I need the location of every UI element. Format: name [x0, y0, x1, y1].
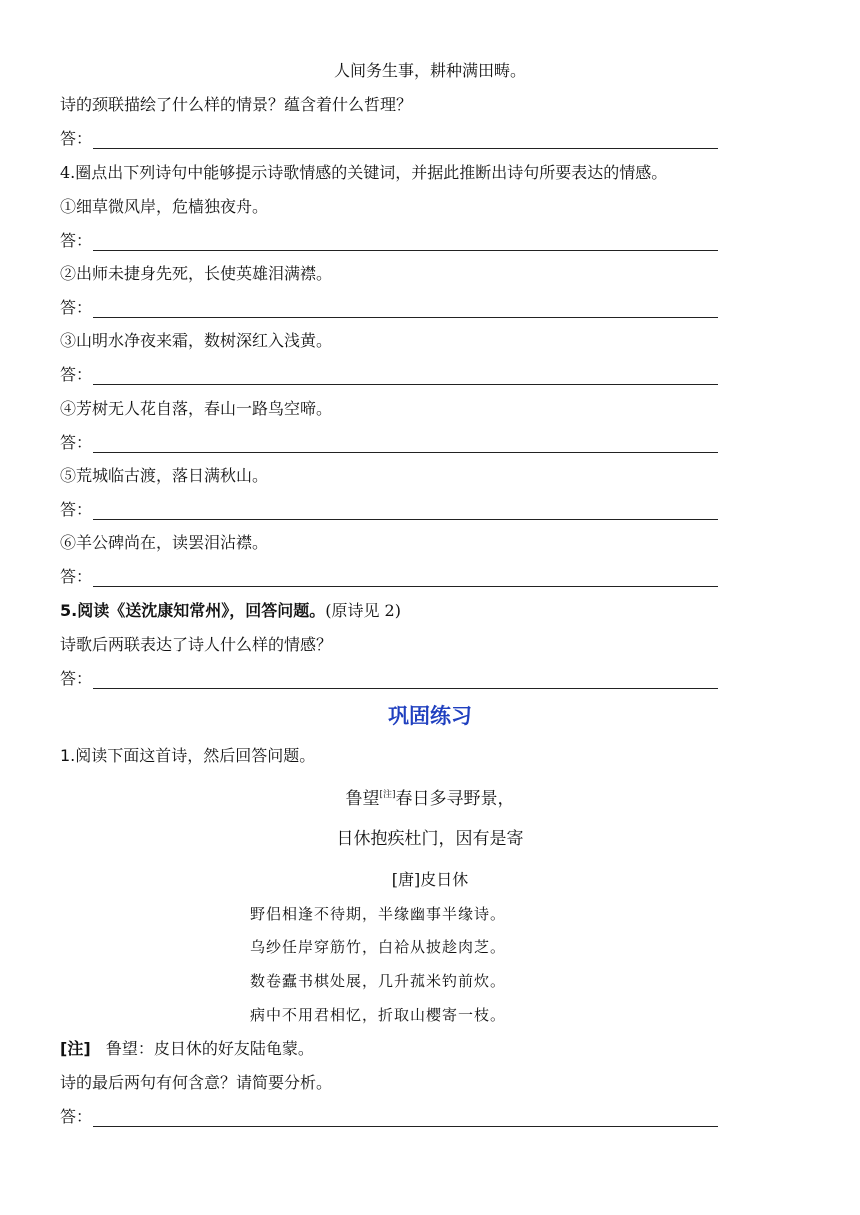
q4-item-3: ③山明水净夜来霜，数树深红入浅黄。 — [60, 331, 333, 350]
question-4-prompt: 4.圈点出下列诗句中能够提示诗歌情感的关键词，并据此推断出诗句所要表达的情感。 — [60, 163, 668, 182]
poem-line-top: 人间务生事，耕种满田畴。 — [333, 61, 526, 80]
answer-rule — [93, 1126, 718, 1127]
q4-item-1: ①细草微风岸，危樯独夜舟。 — [60, 197, 269, 216]
q5-prompt-note: (原诗见 2) — [325, 601, 401, 620]
poem-title-part1: 鲁望 — [345, 789, 380, 809]
answer-line[interactable] — [60, 231, 718, 253]
q4-item-4: ④芳树无人花自落，春山一路鸟空啼。 — [60, 399, 333, 418]
answer-rule — [93, 148, 718, 149]
answer-label: 答： — [60, 669, 93, 688]
q5-prompt-main: 5.阅读《送沈康知常州》，回答问题。 — [60, 601, 326, 620]
answer-rule — [93, 452, 718, 453]
answer-line[interactable] — [60, 669, 718, 691]
poem-line: 野侣相逢不待期，半缘幽事半缘诗。 — [250, 905, 507, 923]
poem-line: 乌纱任岸穿筋竹，白袷从披趁肉芝。 — [250, 938, 507, 956]
answer-label: 答： — [60, 365, 93, 384]
answer-line[interactable] — [60, 1107, 718, 1129]
answer-line[interactable] — [60, 129, 718, 151]
answer-rule — [93, 586, 718, 587]
q5-question: 诗歌后两联表达了诗人什么样的情感？ — [60, 635, 333, 654]
answer-rule — [93, 317, 718, 318]
answer-line[interactable] — [60, 567, 718, 589]
answer-label: 答： — [60, 1107, 93, 1126]
answer-label: 答： — [60, 567, 93, 586]
answer-label: 答： — [60, 231, 93, 250]
answer-label: 答： — [60, 298, 93, 317]
poem-title-line-2: 日休抱疾杜门，因有是寄 — [336, 829, 524, 849]
exercise-1-question: 诗的最后两句有何含意？请简要分析。 — [60, 1073, 333, 1092]
exercise-1-prompt: 1.阅读下面这首诗，然后回答问题。 — [60, 746, 316, 765]
answer-rule — [93, 384, 718, 385]
answer-label: 答： — [60, 129, 93, 148]
answer-rule — [93, 519, 718, 520]
poem-line: 数卷蠹书棋处展，几升菰米钓前炊。 — [250, 972, 507, 990]
answer-label: 答： — [60, 433, 93, 452]
poem-line: 病中不用君相忆，折取山樱寄一枝。 — [250, 1006, 507, 1024]
question-neck-couplet: 诗的颈联描绘了什么样的情景？蕴含着什么哲理？ — [60, 95, 413, 114]
q4-item-6: ⑥羊公碑尚在，读罢泪沾襟。 — [60, 533, 269, 552]
answer-rule — [93, 250, 718, 251]
q4-item-2: ②出师未捷身先死，长使英雄泪满襟。 — [60, 264, 333, 283]
answer-line[interactable] — [60, 298, 718, 320]
answer-label: 答： — [60, 500, 93, 519]
answer-line[interactable] — [60, 365, 718, 387]
answer-line[interactable] — [60, 433, 718, 455]
footnote-label: [注] — [60, 1039, 91, 1058]
answer-line[interactable] — [60, 500, 718, 522]
answer-rule — [93, 688, 718, 689]
poem-author: [唐]皮日休 — [391, 870, 469, 889]
question-5-prompt — [60, 601, 401, 621]
poem-title-part2: 春日多寻野景， — [395, 789, 515, 809]
footnote-marker: [注] — [379, 790, 396, 800]
footnote-text: 鲁望：皮日休的好友陆龟蒙。 — [105, 1039, 314, 1058]
section-heading: 巩固练习 — [388, 704, 472, 728]
poem-title-line-1 — [0, 784, 860, 810]
q4-item-5: ⑤荒城临古渡，落日满秋山。 — [60, 466, 269, 485]
footnote — [60, 1039, 314, 1059]
